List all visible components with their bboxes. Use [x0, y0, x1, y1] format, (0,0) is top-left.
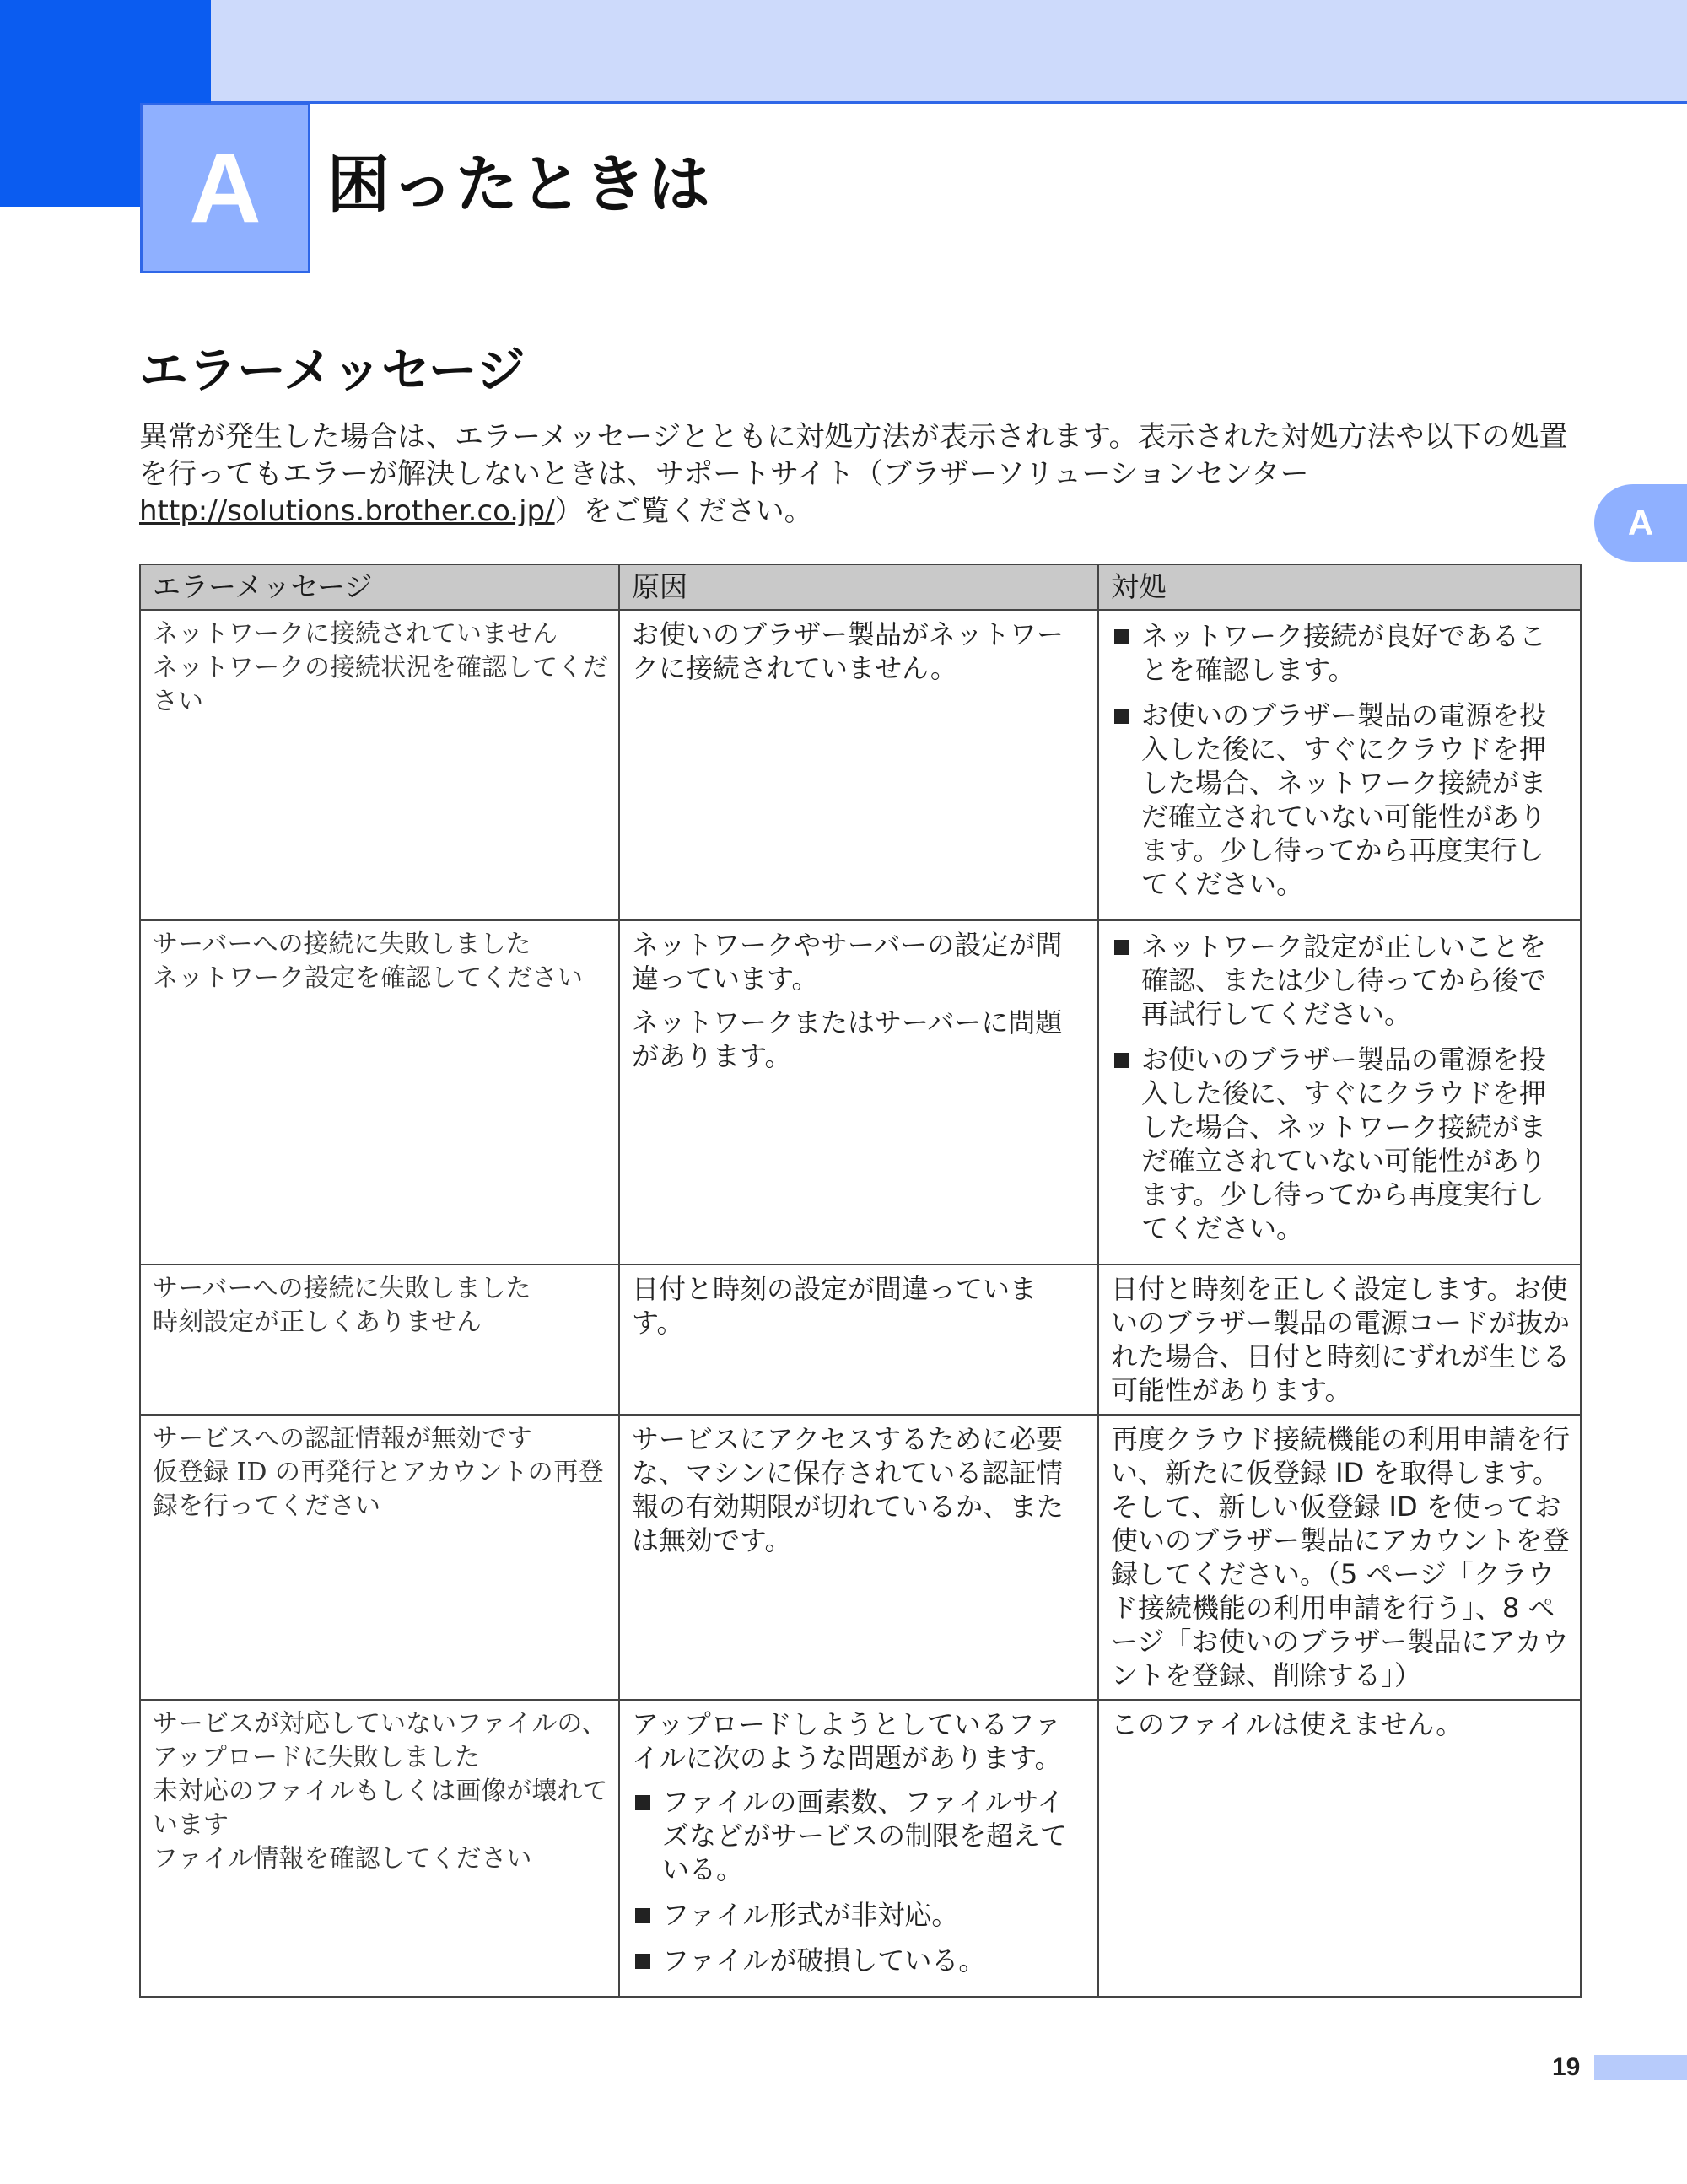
- cause-text: 日付と時刻の設定が間違っています。: [632, 1273, 1038, 1339]
- remedy-text: 日付と時刻を正しく設定します。お使いのブラザー製品の電源コードが抜かれた場合、日付と時刻にずれが生じる可能性があります。: [1111, 1273, 1571, 1406]
- chapter-letter-box: A: [140, 103, 310, 273]
- error-message-cell: [140, 1700, 619, 1997]
- cause-cell: [619, 920, 1098, 1265]
- cause-bullet-item: [632, 1785, 1087, 1886]
- remedy-bullet-text: お使いのブラザー製品の電源を投入した後に、すぐにクラウドを押した場合、ネットワーク接続がまだ確立されていない可能性があります。少し待ってから再度実行してください。: [1141, 699, 1547, 900]
- square-bullet-icon: [635, 1795, 650, 1810]
- remedy-cell: [1098, 1700, 1581, 1997]
- cause-bullet-text: ファイルの画素数、ファイルサイズなどがサービスの制限を超えている。: [662, 1786, 1068, 1885]
- error-message-line: ネットワークの接続状況を確認してください: [153, 653, 608, 716]
- remedy-text: このファイルは使えません。: [1111, 1708, 1463, 1740]
- cause-text: アップロードしようとしているファイルに次のような問題があります。: [632, 1708, 1062, 1774]
- remedy-bullet-text: ネットワーク接続が良好であることを確認します。: [1141, 620, 1547, 686]
- table-row: [140, 1415, 1581, 1700]
- square-bullet-icon: [635, 1954, 650, 1969]
- cause-bullet-list: [632, 1785, 1087, 1977]
- error-message-line: サービスが対応していないファイルの、アップロードに失敗しました: [153, 1709, 607, 1772]
- error-message-line: 仮登録 ID の再発行とアカウントの再登録を行ってください: [153, 1458, 604, 1521]
- column-header-cause: 原因: [619, 564, 1098, 610]
- remedy-bullet-text: ネットワーク設定が正しいことを確認、または少し待ってから後で再試行してください。: [1141, 930, 1547, 1030]
- table-body: [140, 610, 1581, 1997]
- table-header-row: [140, 564, 1581, 610]
- remedy-cell: [1098, 1265, 1581, 1415]
- cause-text: ネットワークやサーバーの設定が間違っています。: [632, 929, 1063, 995]
- cause-cell: [619, 1415, 1098, 1700]
- remedy-bullet-list: [1111, 930, 1570, 1245]
- square-bullet-icon: [1114, 1053, 1129, 1068]
- cause-bullet-item: [632, 1944, 1087, 1977]
- page-number: 19: [1552, 2053, 1581, 2081]
- cause-bullet-text: ファイルが破損している。: [662, 1944, 986, 1976]
- footer-band: [1594, 2055, 1687, 2080]
- support-site-link[interactable]: http://solutions.brother.co.jp/: [139, 494, 555, 528]
- chapter-side-tab[interactable]: A: [1594, 484, 1687, 562]
- error-message-line: サーバーへの接続に失敗しました: [153, 930, 531, 959]
- square-bullet-icon: [1114, 709, 1129, 724]
- intro-text: 異常が発生した場合は、エラーメッセージとともに対処方法が表示されます。表示された対処方法や以下の処置を行ってもエラーが解決しないときは、サポートサイト（ブラザーソリューションセンター: [139, 420, 1568, 491]
- square-bullet-icon: [1114, 629, 1129, 644]
- cause-bullet-item: [632, 1898, 1087, 1932]
- cause-text: サービスにアクセスするために必要な、マシンに保存されている認証情報の有効期限が切れているか、または無効です。: [632, 1423, 1064, 1556]
- remedy-bullet-list: [1111, 619, 1570, 901]
- cause-text: お使いのブラザー製品がネットワークに接続されていません。: [632, 618, 1064, 684]
- error-message-line: ネットワークに接続されていません: [153, 619, 558, 649]
- column-header-remedy: 対処: [1098, 564, 1581, 610]
- column-header-message: エラーメッセージ: [140, 564, 619, 610]
- error-message-line: サービスへの認証情報が無効です: [153, 1424, 532, 1453]
- error-message-line: 時刻設定が正しくありません: [153, 1308, 482, 1337]
- table-row: [140, 920, 1581, 1265]
- cause-bullet-text: ファイル形式が非対応。: [662, 1899, 959, 1931]
- remedy-cell: [1098, 920, 1581, 1265]
- cause-cell: [619, 610, 1098, 920]
- cause-text: ネットワークまたはサーバーに問題があります。: [632, 1006, 1063, 1072]
- error-message-line: 未対応のファイルもしくは画像が壊れています: [153, 1777, 608, 1840]
- error-message-line: ファイル情報を確認してください: [153, 1844, 532, 1874]
- error-message-cell: [140, 920, 619, 1265]
- error-message-table: [139, 564, 1582, 1998]
- error-message-cell: [140, 610, 619, 920]
- remedy-cell: [1098, 1415, 1581, 1700]
- error-message-cell: [140, 1415, 619, 1700]
- remedy-text: 再度クラウド接続機能の利用申請を行い、新たに仮登録 ID を取得します。そして、新しい仮登録 ID を使ってお使いのブラザー製品にアカウントを登録してください。（5 ページ「クラウド接続機能の利用申請を行う」、8 ページ「お使いのブラザー製品にアカウントを登録、削除する」）: [1111, 1423, 1571, 1691]
- table-row: [140, 1700, 1581, 1997]
- table-row: [140, 610, 1581, 920]
- remedy-cell: [1098, 610, 1581, 920]
- header-band: [0, 0, 1687, 103]
- remedy-bullet-item: [1111, 619, 1570, 687]
- error-message-line: ネットワーク設定を確認してください: [153, 963, 583, 993]
- square-bullet-icon: [1114, 940, 1129, 955]
- intro-paragraph: [139, 418, 1582, 530]
- remedy-bullet-item: [1111, 1043, 1570, 1245]
- cause-cell: [619, 1700, 1098, 1997]
- error-message-line: サーバーへの接続に失敗しました: [153, 1274, 531, 1303]
- square-bullet-icon: [635, 1908, 650, 1923]
- table-row: [140, 1265, 1581, 1415]
- cause-cell: [619, 1265, 1098, 1415]
- chapter-title: 困ったときは: [327, 148, 712, 221]
- remedy-bullet-item: [1111, 930, 1570, 1031]
- intro-text-end: ）をご覧ください。: [554, 494, 813, 528]
- remedy-bullet-item: [1111, 698, 1570, 901]
- remedy-bullet-text: お使いのブラザー製品の電源を投入した後に、すぐにクラウドを押した場合、ネットワーク接続がまだ確立されていない可能性があります。少し待ってから再度実行してください。: [1141, 1043, 1547, 1244]
- error-message-cell: [140, 1265, 619, 1415]
- section-title: エラーメッセージ: [139, 342, 526, 399]
